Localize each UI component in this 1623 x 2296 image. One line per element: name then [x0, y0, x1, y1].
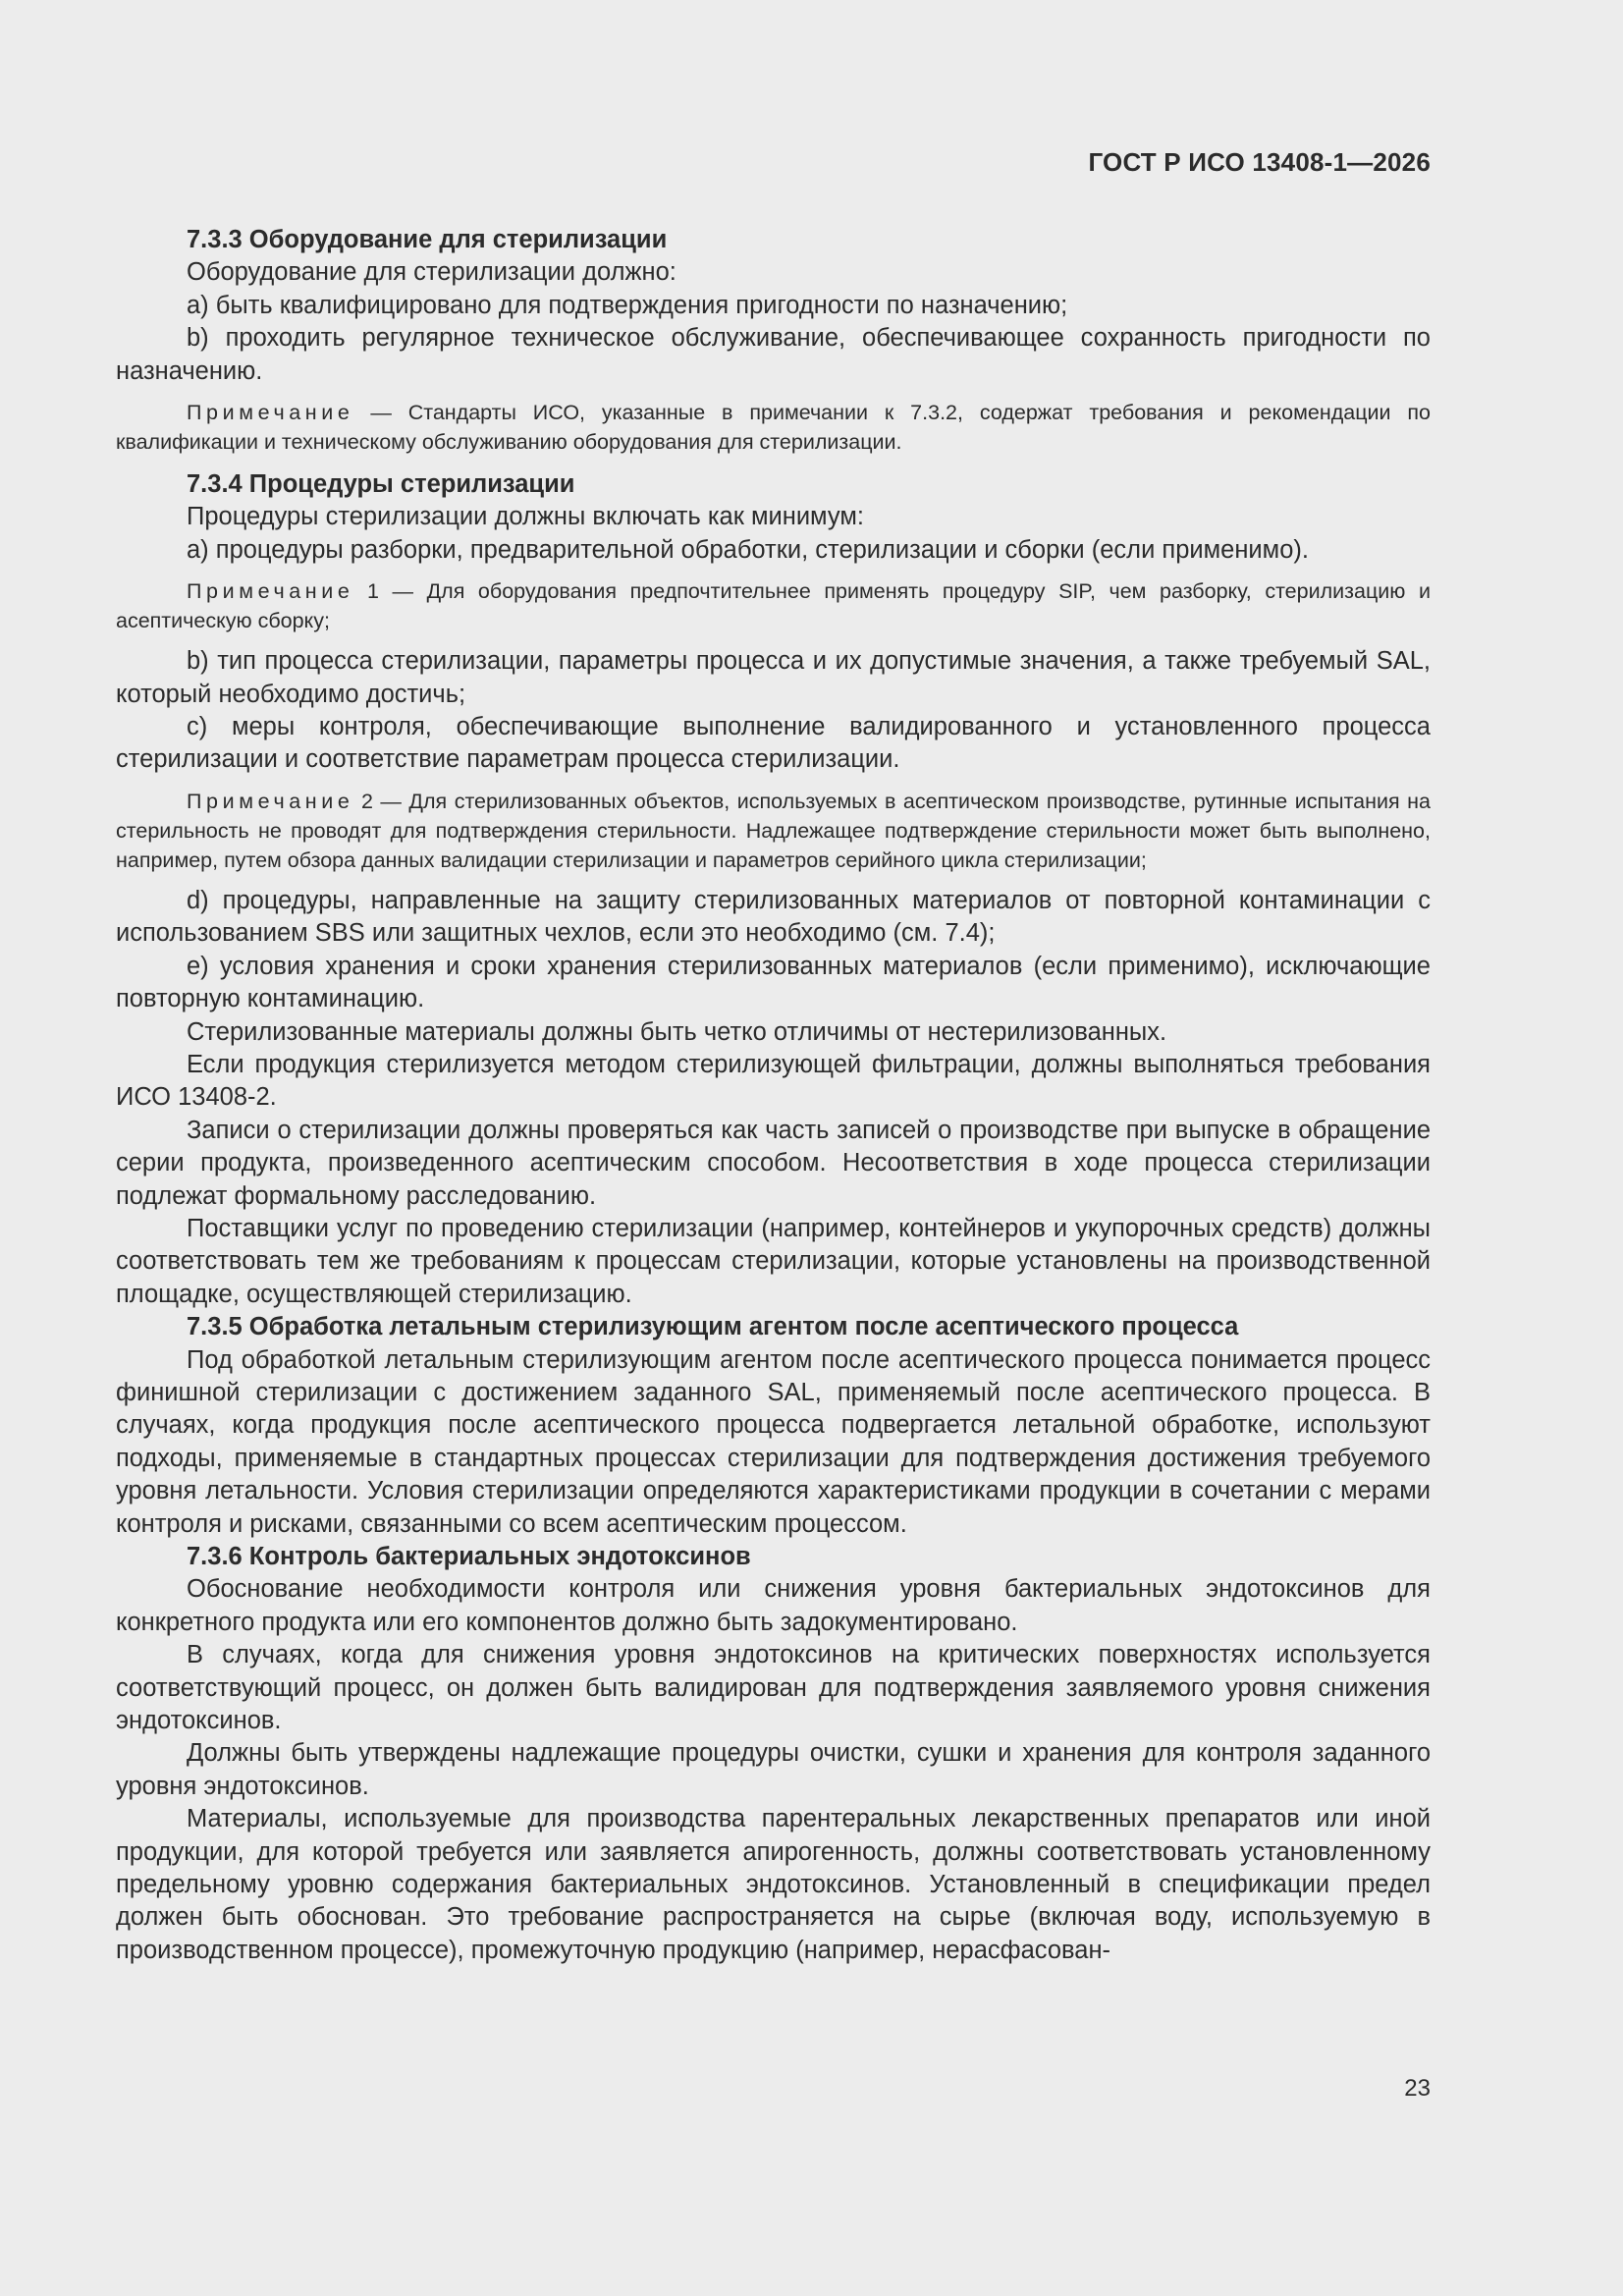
- list-item-b: b) проходить регулярное техническое обслуживание, обеспечивающее сохранность пригодности по назначению.: [116, 324, 1431, 385]
- paragraph: Если продукция стерилизуется методом стерилизующей фильтрации, должны выполняться требования ИСО 13408-2.: [116, 1050, 1431, 1112]
- list-item-a: a) быть квалифицировано для подтверждения пригодности по назначению;: [187, 291, 1068, 319]
- note-text: 1 — Для оборудования предпочтительнее применять процедуру SIP, чем разборку, стерилизацию и асептическую сборку;: [116, 579, 1431, 633]
- paragraph: Поставщики услуг по проведению стерилизации (например, контейнеров и укупорочных средств) должны соответствовать тем же требованиям к процессам стерилизации, которые установлены на производственной площадке, осуществляющей стерилизацию.: [116, 1214, 1431, 1308]
- paragraph: Обоснование необходимости контроля или снижения уровня бактериальных эндотоксинов для конкретного продукта или его компонентов должно быть задокументировано.: [116, 1575, 1431, 1636]
- paragraph: Стерилизованные материалы должны быть четко отличимы от нестерилизованных.: [187, 1017, 1167, 1046]
- document-code: ГОСТ Р ИСО 13408-1—2026: [1088, 147, 1431, 177]
- list-item-a: a) процедуры разборки, предварительной обработки, стерилизации и сборки (если применимо).: [187, 535, 1309, 564]
- note-label: Примечание: [187, 401, 354, 425]
- note-1: [116, 576, 1431, 635]
- list-item-e: e) условия хранения и сроки хранения стерилизованных материалов (если применимо), исключающие повторную контаминацию.: [116, 952, 1431, 1013]
- paragraph: Должны быть утверждены надлежащие процедуры очистки, сушки и хранения для контроля заданного уровня эндотоксинов.: [116, 1739, 1431, 1800]
- list-item-c: c) меры контроля, обеспечивающие выполнение валидированного и установленного процесса стерилизации и соответствие параметрам процесса стерилизации.: [116, 713, 1431, 774]
- list-item-b: b) тип процесса стерилизации, параметры процесса и их допустимые значения, а также требуемый SAL, который необходимо достичь;: [116, 647, 1431, 708]
- note-text: 2 — Для стерилизованных объектов, используемых в асептическом производстве, рутинные испытания на стерильность не проводят для подтверждения стерильности. Надлежащее подтверждение стерильности может быть выполнено, например, путем обзора данных валидации стерилизации и параметров серийного цикла стерилизации;: [116, 789, 1431, 872]
- section-heading-7-3-3: 7.3.3 Оборудование для стерилизации: [187, 226, 668, 253]
- page-number: 23: [1404, 2075, 1431, 2102]
- list-item-d: d) процедуры, направленные на защиту стерилизованных материалов от повторной контаминации с использованием SBS или защитных чехлов, если это необходимо (см. 7.4);: [116, 886, 1431, 948]
- note-label: Примечание: [187, 789, 354, 813]
- paragraph: Процедуры стерилизации должны включать как минимум:: [187, 503, 864, 531]
- section-heading-7-3-5: 7.3.5 Обработка летальным стерилизующим агентом после асептического процесса: [187, 1313, 1239, 1341]
- section-heading-7-3-4: 7.3.4 Процедуры стерилизации: [187, 470, 575, 499]
- paragraph: В случаях, когда для снижения уровня эндотоксинов на критических поверхностях используется соответствующий процесс, он должен быть валидирован для подтверждения заявляемого уровня снижения эндотоксинов.: [116, 1641, 1431, 1735]
- paragraph: Материалы, используемые для производства парентеральных лекарственных препаратов или иной продукции, для которой требуется или заявляется апирогенность, должны соответствовать установленному предельному уровню содержания бактериальных эндотоксинов. Установленный в спецификации предел должен быть обоснован. Это требование распространяется на сырье (включая воду, используемую в производственном процессе), промежуточную продукцию (например, нерасфасован-: [116, 1805, 1431, 1964]
- note: [116, 398, 1431, 457]
- note-text: — Стандарты ИСО, указанные в примечании к 7.3.2, содержат требования и рекомендации по квалификации и техническому обслуживанию оборудования для стерилизации.: [116, 401, 1431, 455]
- paragraph: Оборудование для стерилизации должно:: [187, 258, 676, 287]
- note-2: [116, 787, 1431, 875]
- note-label: Примечание: [187, 579, 354, 604]
- section-heading-7-3-6: 7.3.6 Контроль бактериальных эндотоксинов: [187, 1543, 751, 1570]
- paragraph: Записи о стерилизации должны проверяться как часть записей о производстве при выпуске в обращение серии продукта, произведенного асептическим способом. Несоответствия в ходе процесса стерилизации подлежат формальному расследованию.: [116, 1116, 1431, 1210]
- page-body: [116, 224, 1431, 1967]
- paragraph: Под обработкой летальным стерилизующим агентом после асептического процесса понимается процесс финишной стерилизации с достижением заданного SAL, применяемый после асептического процесса. В случаях, когда продукция после асептического процесса подвергается летальной обработке, используют подходы, применяемые в стандартных процессах стерилизации для подтверждения достижения требуемого уровня летальности. Условия стерилизации определяются характеристиками продукции в сочетании с мерами контроля и рисками, связанными со всем асептическим процессом.: [116, 1345, 1431, 1538]
